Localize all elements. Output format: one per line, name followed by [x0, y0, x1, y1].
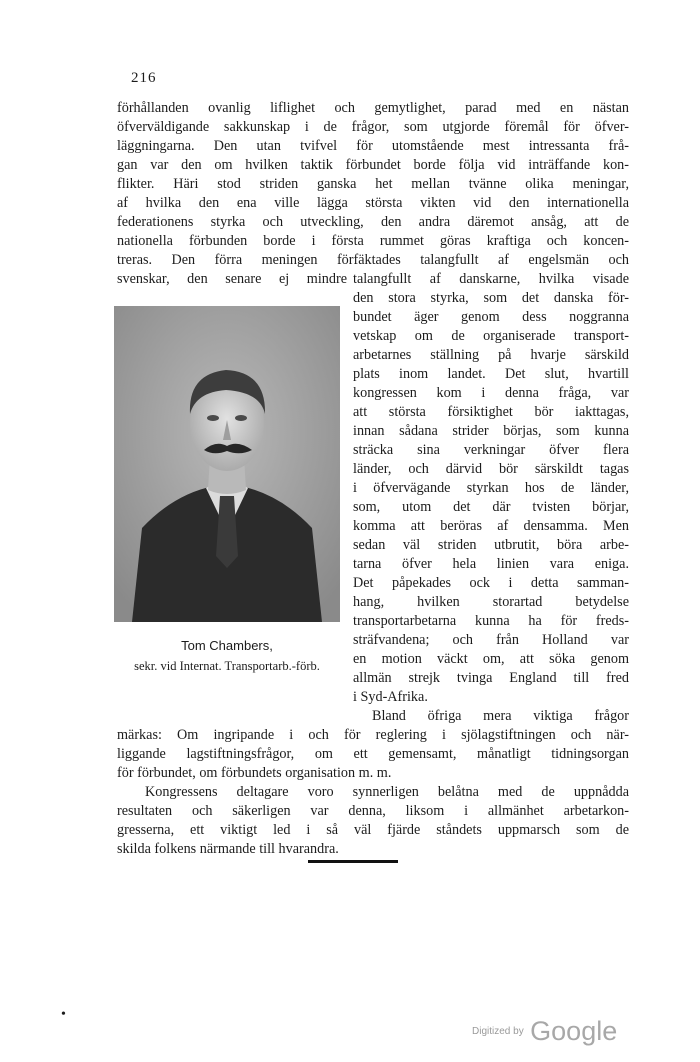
text-line: arbetarnes ställning på hvarje särskild — [353, 347, 629, 363]
text-line: transportarbetarna kunna ha för freds- — [353, 613, 629, 629]
text-line: bundet äger genom dess noggranna — [353, 309, 629, 325]
text-line: i Syd-Afrika. — [353, 689, 428, 705]
text-line: Bland öfriga mera viktiga frågor — [372, 708, 629, 724]
left-eye — [207, 415, 219, 421]
text-line: liggande lagstiftningsfrågor, om ett gemensamt, månatligt tidningsorgan — [117, 746, 629, 762]
text-line: en motion väckt om, att söka genom — [353, 651, 629, 667]
tie — [216, 496, 238, 568]
split-line-left: svenskar, den senare ej mindre — [117, 271, 347, 287]
stray-ink-mark: • — [61, 1007, 66, 1022]
page-number: 216 — [131, 70, 157, 86]
text-line: nationella förbunden borde i första rummet göras kraftiga och koncen- — [117, 233, 629, 249]
digitized-watermark — [472, 1016, 617, 1047]
photo-caption-name: Tom Chambers, — [181, 638, 273, 653]
text-line: resultaten och säkerligen var denna, liksom i allmänhet arbetarkon- — [117, 803, 629, 819]
text-line: gresserna, ett viktigt led i så väl fjärde ståndets uppmarsch som de — [117, 822, 629, 838]
text-line: läggningarna. Den utan tvifvel för utomstående mest intressanta frå- — [117, 138, 629, 154]
right-eye — [235, 415, 247, 421]
text-line: af hvilka den ena ville lägga största vikten vid den internationella — [117, 195, 629, 211]
watermark-prefix: Digitized by — [472, 1026, 524, 1037]
text-line: innan sådana strider börjas, som kunna — [353, 423, 629, 439]
text-line: sträfvandena; och från Holland var — [353, 632, 629, 648]
text-line: för förbundet, om förbundets organisation m. m. — [117, 765, 392, 781]
split-line-right: talangfullt af danskarne, hvilka visade — [353, 271, 629, 287]
text-line: den stora styrka, som det danska för- — [353, 290, 629, 306]
text-line: märkas: Om ingripande i och för reglering i sjölagstiftningen och när- — [117, 727, 629, 743]
text-line: skilda folkens närmande till hvarandra. — [117, 841, 339, 857]
text-line: Det påpekades ock i detta samman- — [353, 575, 629, 591]
text-line: som, utom det där tvisten börjar, — [353, 499, 629, 515]
text-line: plats inom landet. Det slut, hvartill — [353, 366, 629, 382]
text-line: allmän strejk tvinga England till fred — [353, 670, 629, 686]
text-line: att största försiktighet bör iakttagas, — [353, 404, 629, 420]
photo-caption-title: sekr. vid Internat. Transportarb.-förb. — [134, 659, 320, 673]
text-line: kongressen kom i denna fråga, var — [353, 385, 629, 401]
section-end-rule — [308, 860, 398, 863]
portrait-photo — [114, 306, 340, 622]
text-line: hang, hvilken storartad betydelse — [353, 594, 629, 610]
text-line: förhållanden ovanlig liflighet och gemytlighet, parad med en nästan — [117, 100, 629, 116]
text-line: länder, och därvid bör särskildt tagas — [353, 461, 629, 477]
watermark-brand: Google — [530, 1016, 618, 1046]
text-line: i öfvervägande styrkan hos de länder, — [353, 480, 629, 496]
text-line: tarna öfver hela linien vara eniga. — [353, 556, 629, 572]
text-line: öfverväldigande sakkunskap i de frågor, som utgjorde föremål för öfver- — [117, 119, 629, 135]
text-line: Kongressens deltagare voro synnerligen belåtna med de uppnådda — [145, 784, 629, 800]
text-line: gan var den om hvilken taktik förbundet borde följa vid inträffande kon- — [117, 157, 629, 173]
text-line: treras. Den förra meningen förfäktades talangfullt af engelsmän och — [117, 252, 629, 268]
text-line: sedan väl striden utbrutit, böra arbe- — [353, 537, 629, 553]
text-line: vetskap om de organiserade transport- — [353, 328, 629, 344]
text-line: sträcka sina verkningar öfver flera — [353, 442, 629, 458]
text-line: komma att beröras af densamma. Men — [353, 518, 629, 534]
text-line: flikter. Häri stod striden ganska het mellan tvänne olika meningar, — [117, 176, 629, 192]
text-line: federationens styrka och utveckling, den andra däremot ansåg, att de — [117, 214, 629, 230]
